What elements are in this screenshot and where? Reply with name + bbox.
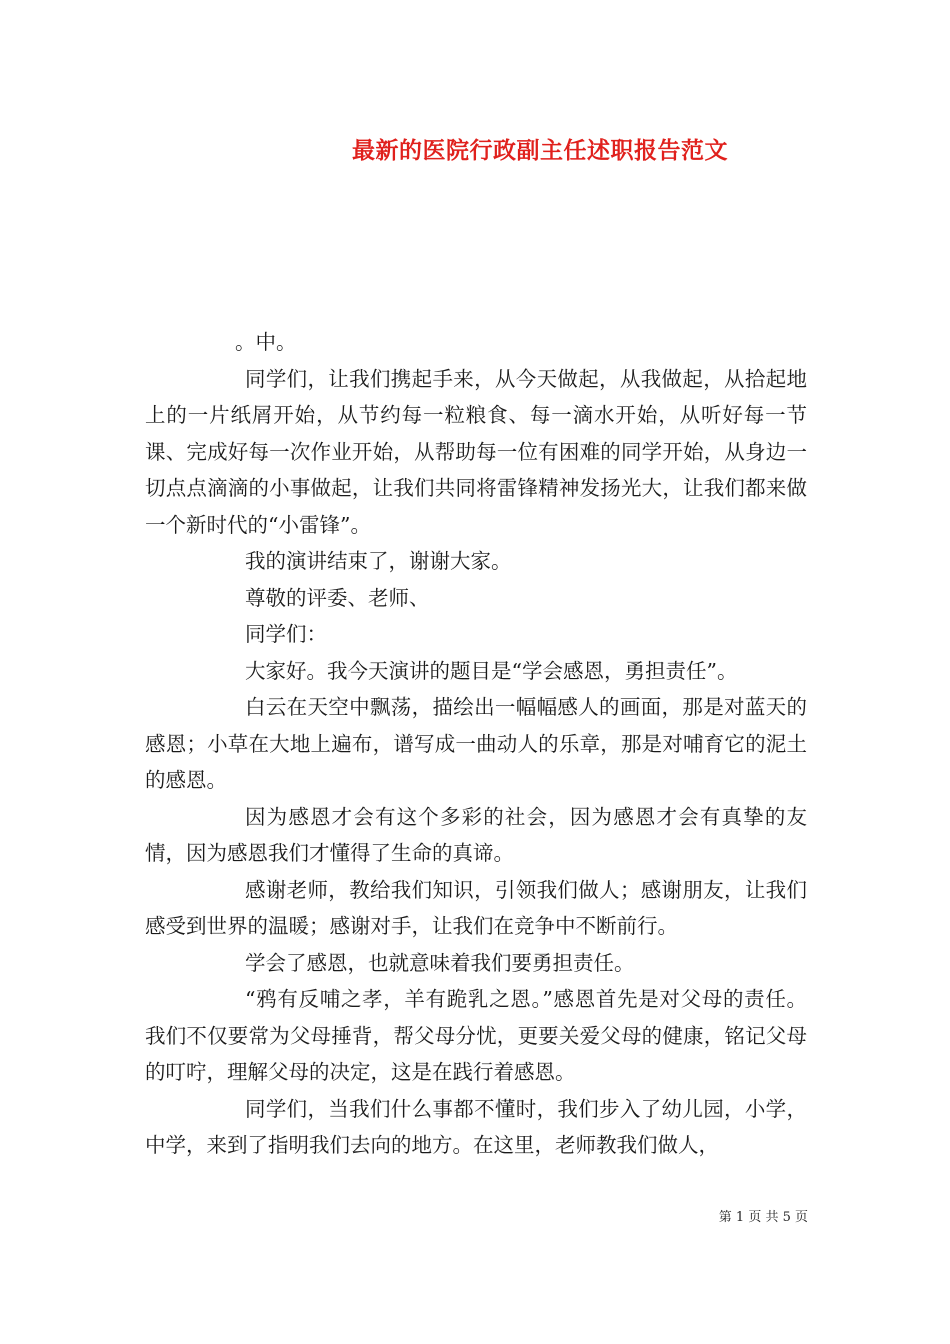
paragraph: 白云在天空中飘荡，描绘出一幅幅感人的画面，那是对蓝天的感恩；小草在大地上遍布，谱写成一曲动人的乐章，那是对哺育它的泥土的感恩。 [145, 695, 807, 792]
paragraph: 同学们，让我们携起手来，从今天做起，从我做起，从拾起地上的一片纸屑开始，从节约每一粒粮食、每一滴水开始，从听好每一节课、完成好每一次作业开始，从帮助每一位有困难的同学开始，从身边一切点点滴滴的小事做起，让我们共同将雷锋精神发扬光大，让我们都来做一个新时代的“小雷锋”。 [145, 366, 807, 537]
document-body [145, 324, 807, 1164]
paragraph: 同学们，当我们什么事都不懂时，我们步入了幼儿园，小学，中学，来到了指明我们去向的地方。在这里，老师教我们做人， [145, 1096, 807, 1157]
paragraph: 尊敬的评委、老师、 [245, 585, 430, 610]
paragraph: 学会了感恩，也就意味着我们要勇担责任。 [245, 950, 635, 975]
page-footer: 第 1 页 共 5 页 [718, 1210, 808, 1225]
paragraph: 。中。 [235, 330, 297, 354]
paragraph: 同学们： [245, 622, 327, 646]
paragraph: 感谢老师，教给我们知识，引领我们做人；感谢朋友，让我们感受到世界的温暖；感谢对手，让我们在竞争中不断前行。 [145, 877, 807, 938]
paragraph: “鸦有反哺之孝，羊有跪乳之恩。”感恩首先是对父母的责任。我们不仅要常为父母捶背，帮父母分忧，更要关爱父母的健康，铭记父母的叮咛，理解父母的决定，这是在践行着感恩。 [145, 987, 807, 1084]
paragraph: 因为感恩才会有这个多彩的社会，因为感恩才会有真挚的友情，因为感恩我们才懂得了生命的真谛。 [145, 804, 807, 865]
paragraph: 我的演讲结束了，谢谢大家。 [245, 549, 512, 573]
paragraph: 大家好。我今天演讲的题目是“学会感恩，勇担责任”。 [245, 658, 738, 683]
document-title: 最新的医院行政副主任述职报告范文 [352, 137, 728, 164]
